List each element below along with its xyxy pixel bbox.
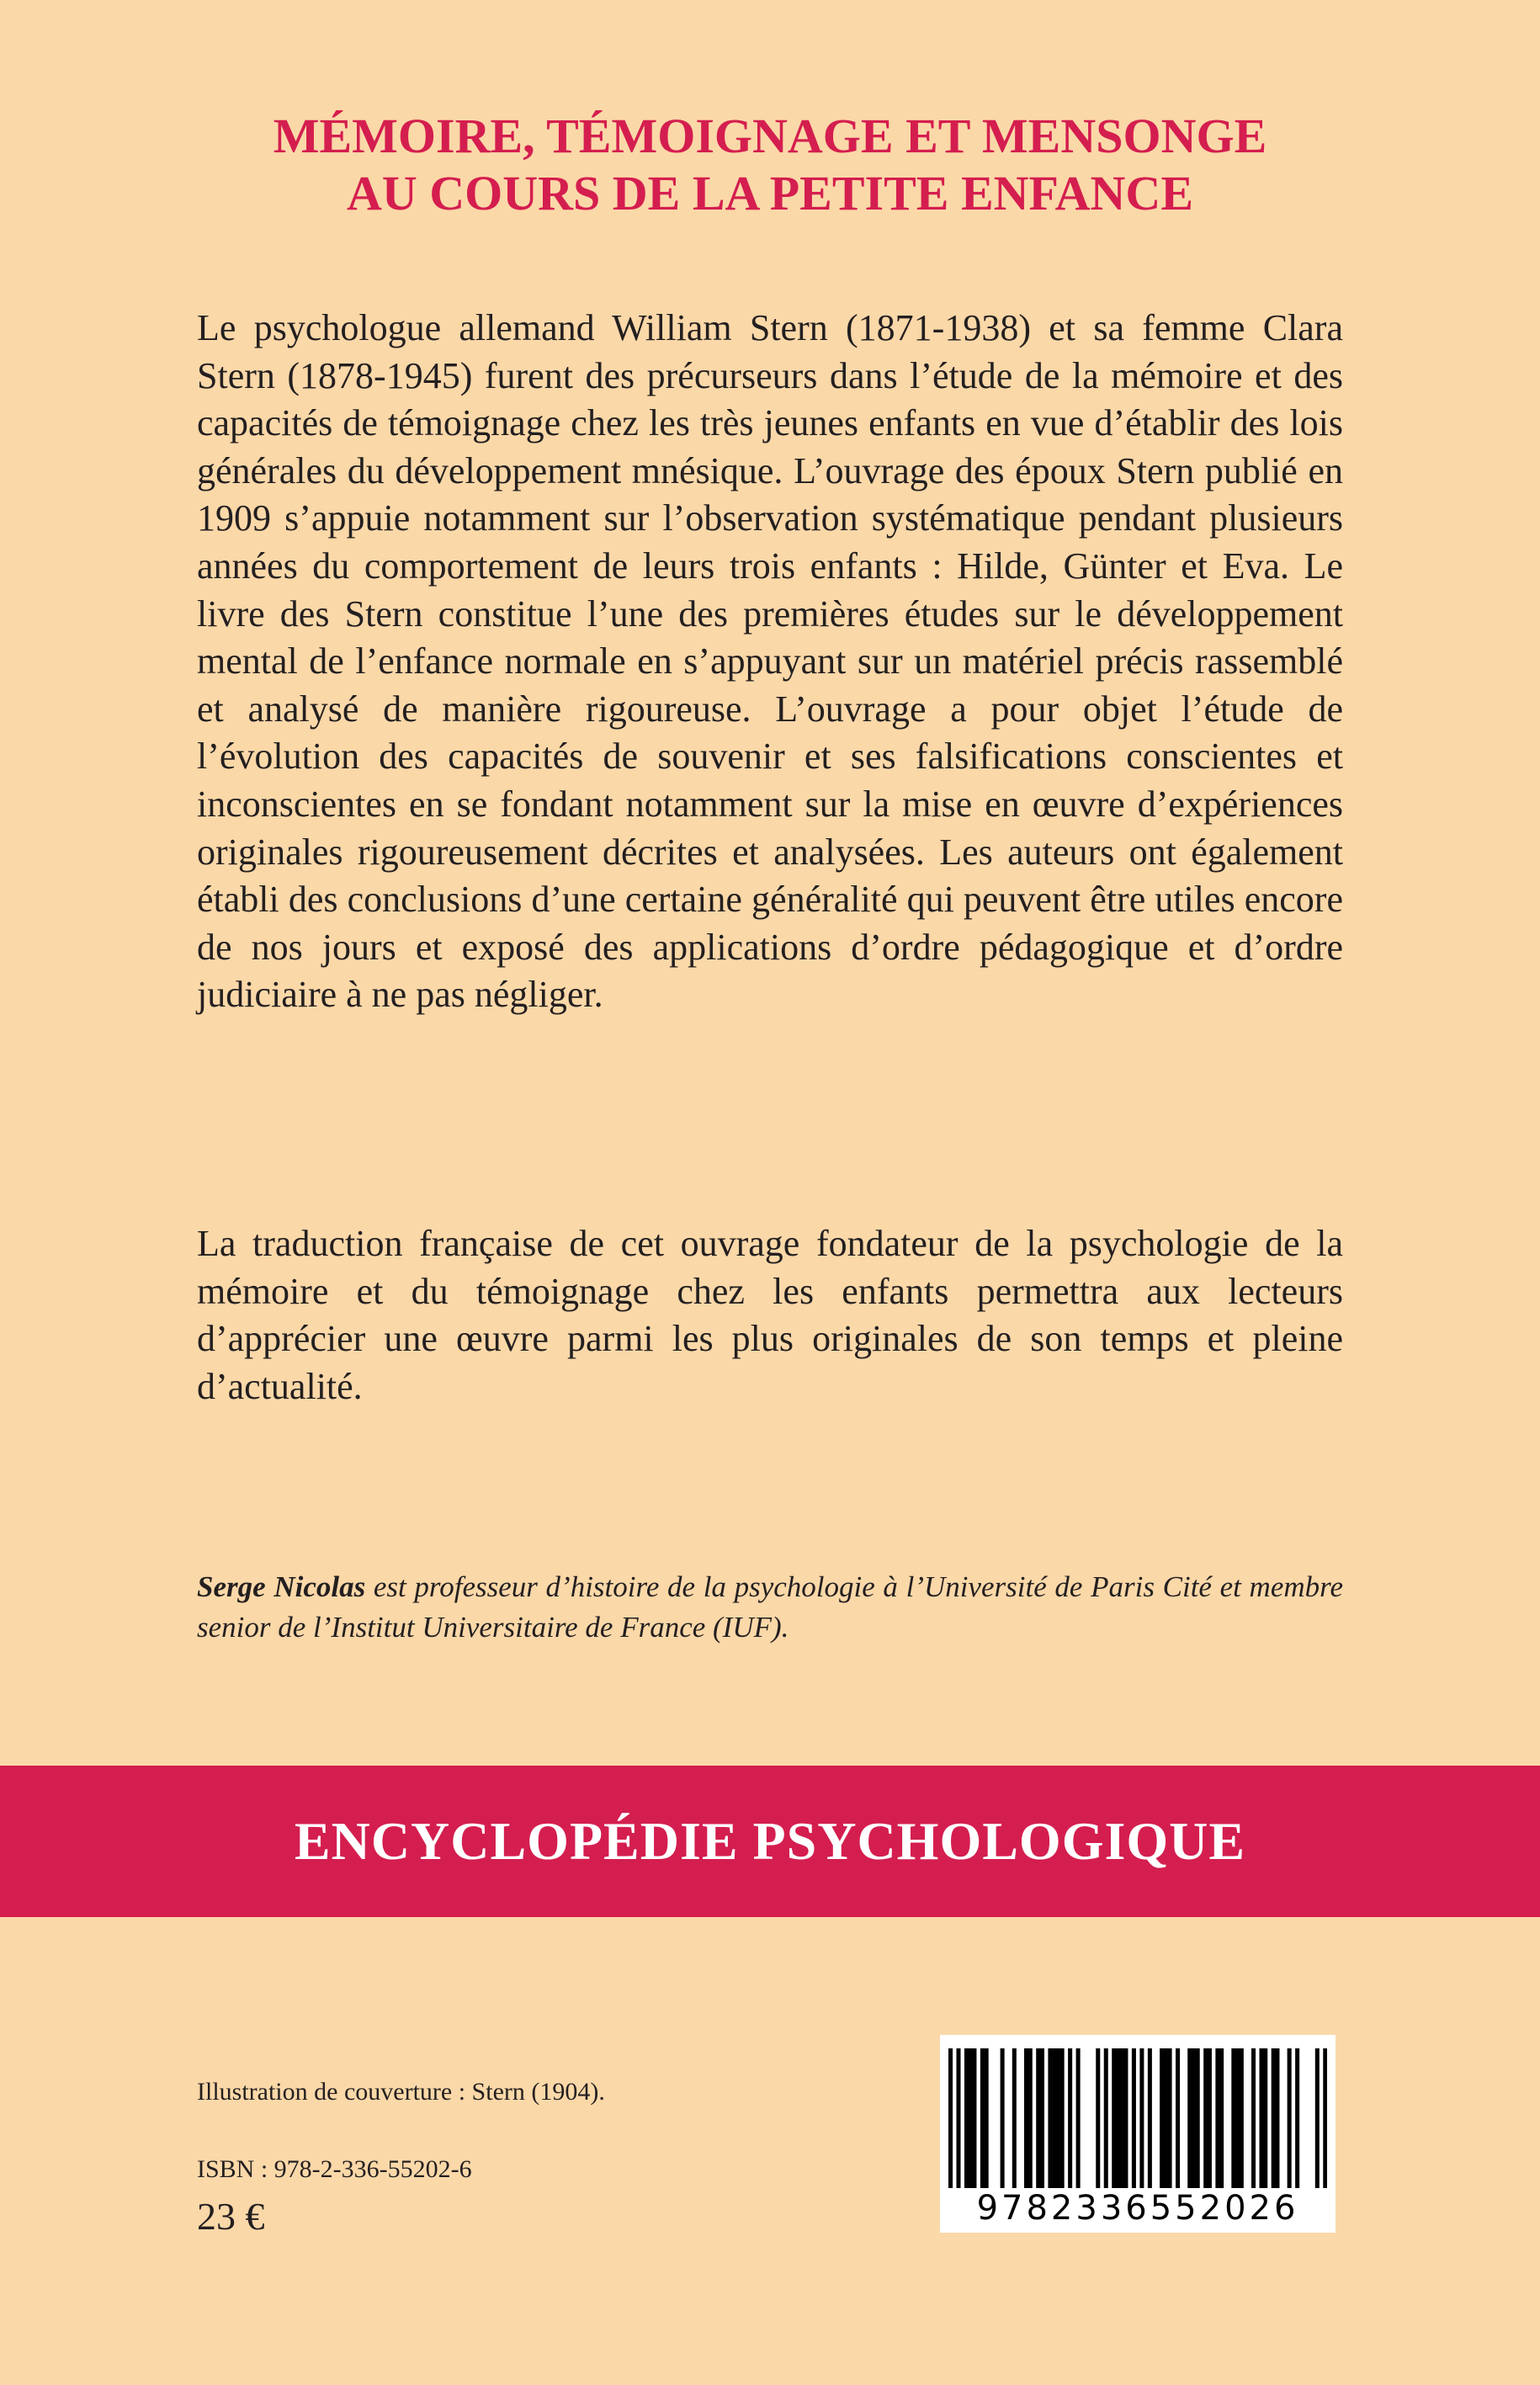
barcode-bar xyxy=(1024,2048,1028,2188)
barcode-bar xyxy=(1116,2048,1120,2188)
barcode-bar xyxy=(1096,2048,1100,2188)
barcode-bar xyxy=(1040,2048,1044,2188)
price: 23 € xyxy=(197,2195,265,2238)
barcode-bar xyxy=(1168,2048,1172,2188)
barcode-bar xyxy=(972,2048,976,2188)
description-paragraph-2: La traduction française de cet ouvrage fondateur de la psychologie de la mémoire et du témoignage chez les enfants permettra aux lecteurs d’apprécier une œuvre parmi les plus originales de son temps et pleine d’actualité. xyxy=(197,1223,1343,1407)
barcode-bar xyxy=(1068,2048,1072,2188)
barcode-bar xyxy=(1272,2048,1276,2188)
barcode-bar xyxy=(1060,2048,1065,2188)
barcode-digits: 9782336552026 xyxy=(976,2189,1299,2228)
barcode-bar xyxy=(1240,2048,1244,2188)
illustration-credit: Illustration de couverture : Stern (1904). xyxy=(197,2078,605,2106)
barcode-bar xyxy=(1112,2048,1116,2188)
barcode xyxy=(940,2035,1336,2233)
barcode-bar xyxy=(1056,2048,1060,2188)
barcode-bar xyxy=(956,2048,960,2188)
barcode-bar xyxy=(1196,2048,1200,2188)
barcode-bar xyxy=(1012,2048,1017,2188)
barcode-bar xyxy=(1036,2048,1040,2188)
barcode-bar xyxy=(1219,2048,1224,2188)
barcode-bar xyxy=(1052,2048,1056,2188)
barcode-bar xyxy=(1139,2048,1144,2188)
barcode-bar xyxy=(1295,2048,1299,2188)
barcode-bar xyxy=(1192,2048,1196,2188)
barcode-bar xyxy=(1028,2048,1033,2188)
barcode-bar xyxy=(1001,2048,1005,2188)
barcode-bar xyxy=(948,2048,953,2188)
barcode-bar xyxy=(1231,2048,1235,2188)
author-bio-text: est professeur d’histoire de la psychologie à l’Université de Paris Cité et membre senior de l’Institut Universitaire de France (IUF). xyxy=(197,1570,1343,1644)
barcode-bar xyxy=(1263,2048,1267,2188)
barcode-bar xyxy=(1164,2048,1168,2188)
series-name: ENCYCLOPÉDIE PSYCHOLOGIQUE xyxy=(294,1811,1246,1871)
barcode-bar xyxy=(1132,2048,1136,2188)
barcode-bar xyxy=(1203,2048,1208,2188)
author-bio xyxy=(197,1567,1343,1648)
barcode-bar xyxy=(1187,2048,1192,2188)
barcode-bar xyxy=(1251,2048,1256,2188)
isbn: ISBN : 978-2-336-55202-6 xyxy=(197,2155,472,2183)
barcode-bar xyxy=(1288,2048,1292,2188)
barcode-bar xyxy=(964,2048,969,2188)
barcode-bar xyxy=(969,2048,973,2188)
author-name: Serge Nicolas xyxy=(197,1570,366,1603)
barcode-bar xyxy=(1259,2048,1263,2188)
barcode-bar xyxy=(1148,2048,1152,2188)
barcode-bar xyxy=(1315,2048,1320,2188)
title-line-1: MÉMOIRE, TÉMOIGNAGE ET MENSONGE xyxy=(273,109,1267,163)
barcode-bar xyxy=(1235,2048,1240,2188)
barcode-bar xyxy=(1104,2048,1108,2188)
book-title xyxy=(0,108,1540,222)
barcode-bar xyxy=(1123,2048,1128,2188)
barcode-bar xyxy=(1048,2048,1052,2188)
series-banner xyxy=(0,1766,1540,1917)
barcode-bars xyxy=(948,2048,1327,2188)
barcode-bar xyxy=(980,2048,985,2188)
barcode-bar xyxy=(1323,2048,1327,2188)
barcode-bar xyxy=(1215,2048,1219,2188)
description-paragraph-1: Le psychologue allemand William Stern (1871-1938) et sa femme Clara Stern (1878-1945) furent des précurseurs dans l’étude de la mémoire et des capacités de témoignage chez les très jeunes enfants en vue d’établir des lois générales du développement mnésique. L’ouvrage des époux Stern publié en 1909 s’appuie notamment sur l’observation systématique pendant plusieurs années du comportement de leurs trois enfants : Hilde, Günter et Eva. Le livre des Stern constitue l’une des premières études sur le développement mental de l’enfance normale en s’appuyant sur un matériel précis rassemblé et analysé de manière rigoureuse. L’ouvrage a pour objet l’étude de l’évolution des capacités de souvenir et ses falsifications conscientes et inconscientes en se fondant notamment sur la mise en œuvre d’expériences originales rigoureusement décrites et analysées. Les auteurs ont également établi des conclusions d’une certaine généralité qui peuvent être utiles encore de nos jours et exposé des applications d’ordre pédagogique et d’ordre judiciaire à ne pas négliger. xyxy=(197,307,1343,1016)
barcode-bar xyxy=(985,2048,989,2188)
barcode-bar xyxy=(1275,2048,1279,2188)
barcode-bar xyxy=(1120,2048,1124,2188)
barcode-bar xyxy=(1076,2048,1081,2188)
barcode-bar xyxy=(1160,2048,1164,2188)
title-line-2: AU COURS DE LA PETITE ENFANCE xyxy=(346,166,1194,220)
barcode-bar xyxy=(1176,2048,1180,2188)
barcode-bar xyxy=(1208,2048,1212,2188)
